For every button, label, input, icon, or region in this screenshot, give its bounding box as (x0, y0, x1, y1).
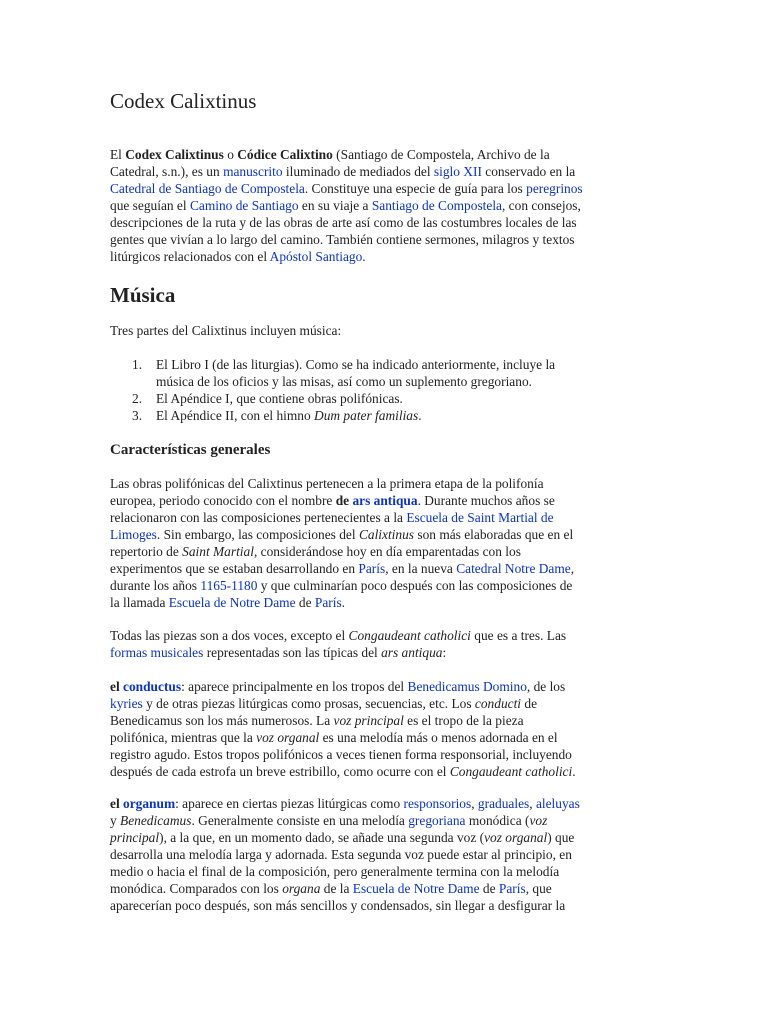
text-run: El Apéndice I, que contiene obras polifónicas. (156, 391, 403, 406)
link-paris[interactable]: París (358, 561, 386, 576)
text-run: Todas las piezas son a dos voces, excepto el (110, 628, 349, 643)
link-catedral-notre-dame[interactable]: Catedral Notre Dame (456, 561, 571, 576)
text-run: europea, periodo conocido con el nombre (110, 493, 336, 508)
text-run (110, 543, 650, 560)
link-camino-santiago[interactable]: Camino de Santiago (189, 198, 299, 213)
musica-lead (110, 322, 650, 339)
text-run: música de los oficios y las misas, así como un suplemento gregoriano. (156, 374, 532, 389)
text-run: El Apéndice II, con el himno (156, 408, 315, 423)
text-run (110, 712, 650, 729)
text-run: la llamada (110, 595, 169, 610)
text-run: monódica. Comparados con los (110, 881, 283, 896)
text-run: monódica ( (465, 813, 530, 828)
section-heading-musica: Música (110, 283, 176, 307)
text-run (110, 509, 650, 526)
text-run: . Durante muchos años se (417, 493, 555, 508)
text-run (110, 146, 650, 163)
link-benedicamus-domino[interactable]: Benedicamus Domino (407, 679, 527, 694)
text-run (110, 795, 650, 812)
text-run: medio o hacia el final de la composición, pero generalmente termina con la melodía (110, 864, 560, 879)
text-run: litúrgicos relacionados con el (110, 249, 270, 264)
text-run (110, 627, 650, 644)
text-run: el (110, 679, 124, 694)
text-run: experimentos que se estaban desarrollando en (110, 561, 359, 576)
text-run: , (570, 561, 575, 576)
text-run (110, 180, 650, 197)
text-run: El Libro I (de las liturgias). Como se ha indicado anteriormente, incluye la (156, 357, 556, 372)
text-run: . Generalmente consiste en una melodía (191, 813, 409, 828)
text-run: aparecerían poco después, son más sencillos y condensados, sin llegar a desfigurar la (110, 898, 566, 913)
text-run: Dum pater familias (314, 408, 419, 423)
text-run: , que (525, 881, 552, 896)
text-run: relacionaron con las composiciones pertenecientes a la (110, 510, 407, 525)
text-run: ) que (547, 830, 575, 845)
text-run: o (223, 147, 238, 162)
organum-paragraph (110, 795, 650, 914)
text-run: . (362, 249, 366, 264)
text-run: es el tropo de la pieza (403, 713, 524, 728)
text-run (123, 796, 175, 811)
text-run: son más elaboradas que en el (414, 527, 574, 542)
text-run: organa (282, 881, 321, 896)
text-run: desarrolla una melodía larga y adornada. Esta segunda voz puede estar al principio, en (110, 847, 572, 862)
text-run: principal (110, 830, 160, 845)
caracteristicas-paragraph-1 (110, 475, 650, 611)
text-run: Catedral, s.n.), es un (110, 164, 224, 179)
list-item (110, 390, 650, 407)
text-run: el (110, 796, 124, 811)
text-run: registro agudo. Estos tropos polifónicos a veces tienen forma responsorial, incluyendo (110, 747, 572, 762)
link-conductus[interactable]: conductus (123, 679, 182, 694)
text-run: Benedicamus son los más numerosos. La (110, 713, 334, 728)
text-run: polifónica, mientras que la (110, 730, 257, 745)
section-heading-caracteristicas: Características generales (110, 442, 271, 458)
text-run: Tres partes del Calixtinus incluyen música: (110, 323, 342, 338)
intro-paragraph (110, 146, 650, 265)
text-run (110, 163, 650, 180)
link-apostol-santiago[interactable]: Apóstol Santiago (269, 249, 363, 264)
text-run: representadas son las típicas del (203, 645, 382, 660)
text-run (110, 644, 650, 661)
link-responsorios[interactable]: responsorios (403, 796, 472, 811)
link-peregrinos[interactable]: peregrinos (526, 181, 583, 196)
text-run: (Santiago de Compostela, Archivo de la (332, 147, 550, 162)
text-run: . (572, 764, 576, 779)
text-run: Calixtinus (358, 527, 415, 542)
text-run (110, 197, 650, 214)
text-run: ), a la que, en un momento dado, se añade una segunda voz ( (159, 830, 485, 845)
list-number: 1. (132, 357, 143, 372)
text-run: repertorio de (110, 544, 183, 559)
text-run: de (295, 595, 315, 610)
text-run: gentes que vivían a lo largo del camino. También contiene sermones, milagros y textos (110, 232, 575, 247)
text-run (110, 526, 650, 543)
text-run: . (418, 408, 422, 423)
text-run (110, 492, 650, 509)
text-run: en su viaje a (298, 198, 372, 213)
text-run (110, 248, 650, 265)
text-run: : aparece en ciertas piezas litúrgicas como (175, 796, 404, 811)
conductus-paragraph (110, 678, 650, 780)
text-run: que es a tres. Las (470, 628, 567, 643)
list-number: 3. (132, 408, 143, 423)
text-run: de la (320, 881, 353, 896)
caracteristicas-paragraph-2 (110, 627, 650, 661)
text-run: conducti (474, 696, 522, 711)
text-run (110, 594, 650, 611)
text-run: y que culminarían poco después con las composiciones de (257, 578, 573, 593)
text-run: después de cada estrofa un breve estribillo, como ocurre con el (110, 764, 450, 779)
link-paris[interactable]: París (498, 881, 526, 896)
link-escuela-notre-dame[interactable]: Escuela de Notre Dame (168, 595, 296, 610)
text-run: : aparece principalmente en los tropos del (181, 679, 408, 694)
text-run: y (110, 813, 121, 828)
text-run: Congaudeant catholici (348, 628, 471, 643)
text-run (110, 695, 650, 712)
text-run (123, 679, 181, 694)
text-run: descripciones de la ruta y de las obras de arte así como de las costumbres locales de las (110, 215, 577, 230)
text-run: voz (529, 813, 548, 828)
text-run: y de otras piezas litúrgicas como prosas, secuencias, etc. Los (142, 696, 475, 711)
text-run: conservado en la (481, 164, 576, 179)
link-siglo-xii[interactable]: siglo XII (433, 164, 482, 179)
link-graduales[interactable]: graduales (477, 796, 530, 811)
text-run: durante los años (110, 578, 201, 593)
page-title: Codex Calixtinus (110, 89, 257, 113)
text-run: , en la nueva (385, 561, 457, 576)
link-formas-musicales[interactable]: formas musicales (110, 645, 204, 660)
text-run (110, 577, 650, 594)
text-run: voz organal (256, 730, 320, 745)
list-item (110, 356, 650, 390)
text-run: : (442, 645, 447, 660)
text-run: Codex Calixtinus (125, 147, 224, 162)
text-run (110, 560, 650, 577)
text-run (110, 829, 650, 846)
link-aleluyas[interactable]: aleluyas (535, 796, 580, 811)
musica-list (110, 356, 650, 424)
text-run: , considerándose hoy en día emparentadas con los (253, 544, 521, 559)
text-run: de (479, 881, 499, 896)
text-run: ars antiqua (381, 645, 443, 660)
text-run (110, 763, 650, 780)
text-run (110, 880, 650, 897)
text-run: voz organal (484, 830, 548, 845)
link-escuela-saint-martial[interactable]: Escuela de Saint Martial de (406, 510, 554, 525)
text-run (110, 729, 650, 746)
text-run: es una melodía más o menos adornada en el (319, 730, 558, 745)
link-limoges[interactable]: Limoges (110, 527, 157, 542)
link-manuscrito[interactable]: manuscrito (223, 164, 283, 179)
text-run (110, 678, 650, 695)
text-run: , (471, 796, 478, 811)
text-run: Las obras polifónicas del Calixtinus pertenecen a la primera etapa de la polifonía (110, 476, 544, 491)
link-gregoriana[interactable]: gregoriana (408, 813, 466, 828)
link-paris[interactable]: París (314, 595, 342, 610)
link-escuela-notre-dame[interactable]: Escuela de Notre Dame (352, 881, 480, 896)
text-run: , de los (526, 679, 566, 694)
text-run: de (521, 696, 538, 711)
link-catedral-santiago[interactable]: Catedral de Santiago de Compostela (110, 181, 305, 196)
list-number: 2. (132, 391, 143, 406)
text-run: Congaudeant catholici (449, 764, 573, 779)
text-run (110, 812, 650, 829)
list-item (110, 407, 650, 424)
link-kyries[interactable]: kyries (110, 696, 143, 711)
text-run: . (341, 595, 346, 610)
link-santiago-compostela[interactable]: Santiago de Compostela (371, 198, 502, 213)
text-run: que seguían el (110, 198, 190, 213)
text-run: voz principal (333, 713, 404, 728)
text-run: , con consejos, (501, 198, 581, 213)
text-run: . Sin embargo, las composiciones del (156, 527, 359, 542)
text-run: Códice Calixtino (237, 147, 333, 162)
text-run (352, 493, 417, 508)
text-run: , (529, 796, 536, 811)
text-run: de (335, 493, 353, 508)
text-run: . Constituye una especie de guía para los (304, 181, 527, 196)
text-run: Benedicamus (120, 813, 192, 828)
text-run: Saint Martial (182, 544, 254, 559)
text-run: iluminado de mediados del (282, 164, 434, 179)
link-organum[interactable]: organum (123, 796, 176, 811)
link-ars-antiqua[interactable]: ars antiqua (352, 493, 418, 508)
text-run: El (110, 147, 126, 162)
link-1165-1180[interactable]: 1165-1180 (200, 578, 258, 593)
text-run (156, 407, 650, 424)
